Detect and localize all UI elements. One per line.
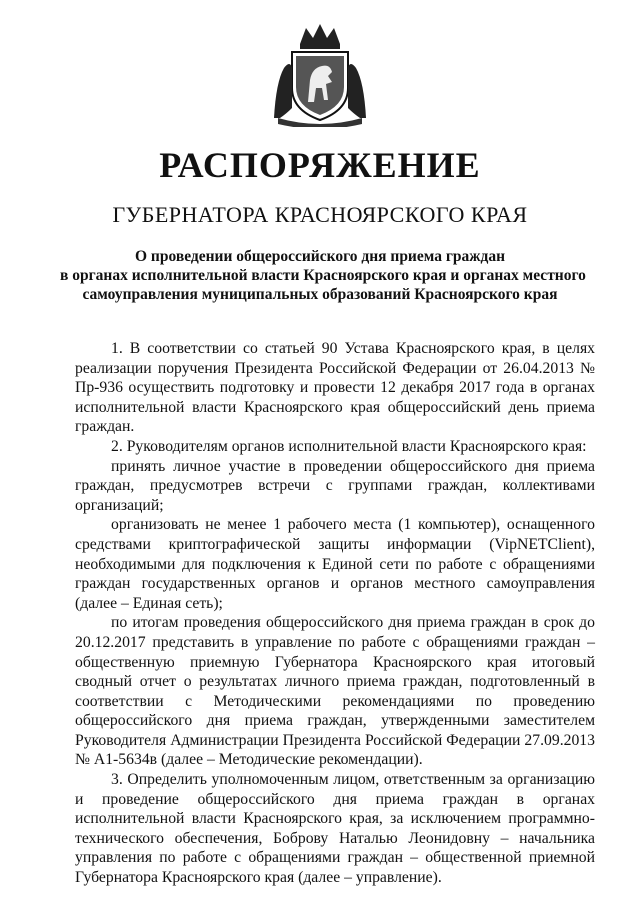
paragraph-subitem: по итогам проведения общероссийского дня приема граждан в срок до 20.12.2017 представить в управление по работе с обращениями граждан – общественную приемную Губернатора Красноярского края итоговый сводный отчет о результатах личного приема граждан, подготовленный в соответствии с Методическими рекомендациями по проведению общероссийского дня приема граждан, утвержденными заместителем Руководителя Администрации Президента Российской Федерации 27.09.2013 № А1-5634в (далее – Методические рекомендации). — [75, 614, 595, 769]
subject-line: О проведении общероссийского дня приема граждан — [134, 248, 505, 265]
paragraph-subitem: организовать не менее 1 рабочего места (1 компьютер), оснащенного средствами криптографической защиты информации (VipNETClient), необходимыми для подключения к Единой сети по работе с обращениями граждан государственных органов и органов местного самоуправления (далее – Единая сеть); — [75, 516, 595, 612]
document-body — [75, 339, 595, 888]
paragraph-item-1: 1. В соответствии со статьей 90 Устава Красноярского края, в целях реализации поручения Президента Российской Федерации от 26.04.2013 № Пр-936 осуществить подготовку и провести 12 декабря 2017 года в органах исполнительной власти Красноярского края общероссийский день приема граждан. — [75, 340, 595, 436]
subject-line: в органах исполнительной власти Красноярского края и органах местного — [60, 267, 586, 284]
document-subject — [60, 247, 586, 304]
paragraph-subitem: принять личное участие в проведении общероссийского дня приема граждан, предусмотрев встречи с группами граждан, коллективами организаций; — [75, 457, 595, 514]
document-type-title: РАСПОРЯЖЕНИЕ — [159, 145, 481, 185]
paragraph-item-2: 2. Руководителям органов исполнительной власти Красноярского края: — [111, 437, 587, 455]
paragraph-item-3: 3. Определить уполномоченным лицом, ответственным за организацию и проведение общероссийского дня приема граждан в органах исполнительной власти Красноярского края, за исключением программно-технического обеспечения, Боброву Наталью Леонидовну – начальника управления по работе с обращениями граждан – общественной приемной Губернатора Красноярского края (далее – управление). — [75, 771, 595, 887]
coat-of-arms-icon — [270, 22, 370, 127]
subject-line: самоуправления муниципальных образований Красноярского края — [82, 286, 558, 303]
issuer-title: ГУБЕРНАТОРА КРАСНОЯРСКОГО КРАЯ — [112, 202, 528, 227]
